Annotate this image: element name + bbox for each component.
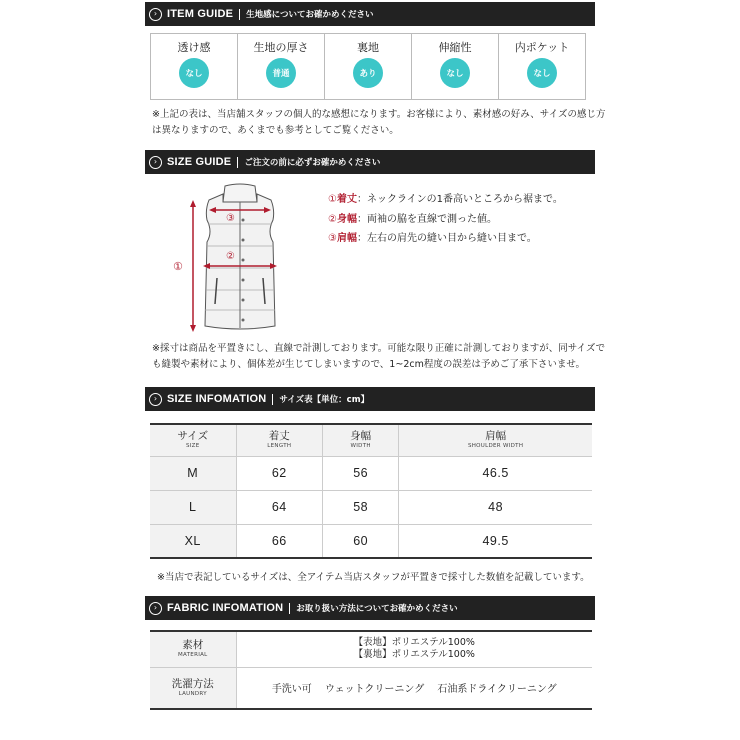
size-guide-title: SIZE GUIDE <box>167 156 232 168</box>
column-header: 着丈 LENGTH <box>236 424 323 456</box>
fabric-info-subtitle: お取り扱い方法についてお確かめください <box>296 604 458 614</box>
marker-width: ② <box>226 251 235 262</box>
guide-cell-stretch <box>412 34 499 99</box>
item-guide-title: ITEM GUIDE <box>167 8 234 20</box>
divider <box>237 157 238 168</box>
guide-cell-lining <box>325 34 412 99</box>
marker-shoulder: ③ <box>226 213 235 224</box>
desc-length: ①着丈：ネックラインの1番高いところから裾まで。 <box>328 194 563 205</box>
size-guide-note: ※採寸は商品を平置きにし、直線で計測しております。可能な限り正確に計測しておりますが、同サイズで も縫製や素材により、個体差が生じてしまいますので、1~2cm程度の誤差は予めご了承下さいませ。 <box>152 343 605 370</box>
measurement-descriptions <box>328 190 563 249</box>
material-head: 素材 MATERIAL <box>150 631 236 667</box>
length-cell: 64 <box>236 490 323 524</box>
size-info-note: ※当店で表記しているサイズは、全アイテム当店スタッフが平置きで採寸した数値を記載しています。 <box>157 572 590 583</box>
column-header: 肩幅 SHOULDER WIDTH <box>399 424 592 456</box>
size-guide-header <box>145 150 595 174</box>
fabric-info-title: FABRIC INFOMATION <box>167 602 284 614</box>
vest-diagram <box>165 180 315 340</box>
guide-value-badge: 普通 <box>266 58 296 88</box>
size-table <box>150 423 592 559</box>
guide-value-badge: あり <box>353 58 383 88</box>
desc-width: ②身幅：両袖の脇を直線で測った値。 <box>328 213 497 225</box>
column-header: 身幅 WIDTH <box>323 424 399 456</box>
table-row <box>150 524 592 558</box>
marker-length: ① <box>173 260 183 273</box>
item-guide-subtitle: 生地感についてお確かめください <box>246 10 374 20</box>
fabric-table <box>150 630 592 710</box>
divider <box>289 603 290 614</box>
length-cell: 66 <box>236 524 323 558</box>
guide-cell-sheerness <box>151 34 238 99</box>
table-header-row <box>150 424 592 456</box>
item-guide-grid <box>150 33 586 100</box>
guide-value-badge: なし <box>527 58 557 88</box>
guide-label: 伸縮性 <box>438 41 472 54</box>
divider <box>239 9 240 20</box>
shoulder-cell: 49.5 <box>399 524 592 558</box>
chevron-right-icon: › <box>149 8 162 21</box>
desc-shoulder: ③肩幅：左右の肩先の縫い目から縫い目まで。 <box>328 233 537 244</box>
size-cell: XL <box>150 524 236 558</box>
width-cell: 60 <box>323 524 399 558</box>
guide-cell-thickness <box>238 34 325 99</box>
guide-value-badge: なし <box>179 58 209 88</box>
guide-cell-inner-pocket <box>499 34 585 99</box>
guide-label: 生地の厚さ <box>253 41 309 54</box>
guide-label: 透け感 <box>177 41 211 54</box>
laundry-value: 手洗い可 ウェットクリーニング 石油系ドライクリーニング <box>236 667 592 709</box>
chevron-right-icon: › <box>149 602 162 615</box>
length-cell: 62 <box>236 456 323 490</box>
shoulder-cell: 46.5 <box>399 456 592 490</box>
guide-label: 裏地 <box>357 41 379 54</box>
table-row <box>150 490 592 524</box>
chevron-right-icon: › <box>149 156 162 169</box>
fabric-row-material <box>150 631 592 667</box>
vest-illustration <box>165 180 315 340</box>
shoulder-cell: 48 <box>399 490 592 524</box>
guide-value-badge: なし <box>440 58 470 88</box>
size-info-title: SIZE INFOMATION <box>167 393 267 405</box>
width-cell: 56 <box>323 456 399 490</box>
size-cell: M <box>150 456 236 490</box>
fabric-row-laundry <box>150 667 592 709</box>
width-cell: 58 <box>323 490 399 524</box>
table-row <box>150 456 592 490</box>
fabric-info-header <box>145 596 595 620</box>
size-cell: L <box>150 490 236 524</box>
laundry-head: 洗濯方法 LAUNDRY <box>150 667 236 709</box>
item-guide-header <box>145 2 595 26</box>
divider <box>272 394 273 405</box>
guide-label: 内ポケット <box>514 41 570 54</box>
size-info-subtitle: サイズ表【単位：cm】 <box>279 395 370 405</box>
chevron-right-icon: › <box>149 393 162 406</box>
material-value: 【表地】ポリエステル100% 【裏地】ポリエステル100% <box>236 631 592 667</box>
size-info-header <box>145 387 595 411</box>
item-guide-note: ※上記の表は、当店舗スタッフの個人的な感想になります。お客様により、素材感の好み、サイズの感じ方 は異なりますので、あくまでも参考としてご覧ください。 <box>152 109 606 136</box>
column-header: サイズ SIZE <box>150 424 236 456</box>
size-guide-subtitle: ご注文の前に必ずお確かめください <box>244 158 381 168</box>
